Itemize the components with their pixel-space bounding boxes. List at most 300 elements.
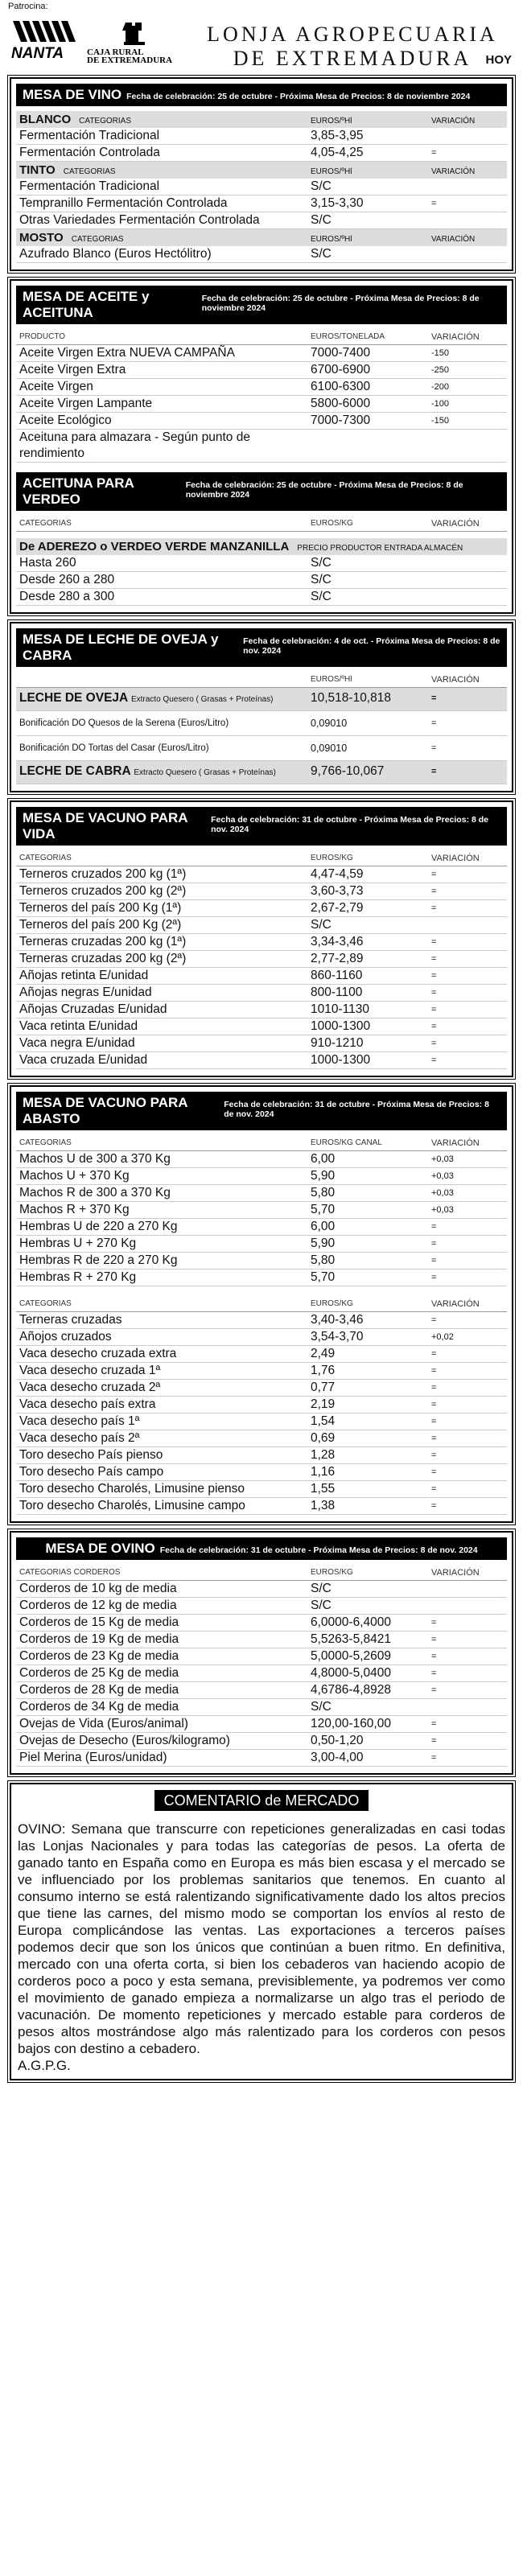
row-variation	[431, 212, 504, 228]
row-name: Fermentación Tradicional	[19, 129, 160, 142]
table-row	[16, 1312, 507, 1329]
row-variation: =	[431, 1366, 437, 1376]
row-variation: =	[431, 937, 437, 947]
table-row	[16, 1236, 507, 1253]
row-name: Aceite Virgen	[19, 380, 93, 393]
row-variation: =	[431, 148, 437, 158]
row-price: 0,77	[311, 1381, 336, 1394]
row-name: Corderos de 25 Kg de media	[19, 1666, 179, 1680]
section-subtitle: Fecha de celebración: 31 de octubre - Próxima Mesa de Precios: 8 de nov. 2024	[224, 1100, 489, 1119]
section-title-bar	[16, 807, 507, 846]
row-name: Corderos de 23 Kg de media	[19, 1649, 179, 1663]
row-name: Terneros cruzados 200 kg (1ª)	[19, 867, 187, 881]
row-price: 5,80	[311, 1253, 336, 1267]
sponsor-label: Patrocina:	[8, 2, 48, 11]
row-variation: -200	[431, 382, 450, 392]
comentario-body: OVINO: Semana que transcurre con repeticiones generalizadas en casi todas las Lonjas Nacionales y para todas las categorías de pesos. La oferta de ganado tanto en España como en Europa es más bien escasa y el mercado se ve influenciado por los problemas sanitarios que tenemos. En cuanto al consumo interno se está ralentizando significativamente dado los altos precios que tiene las carnes, del mismo modo se comportan los envíos al resto de Europa complicándose las ventas. Las exportaciones a terceros países podemos decir que son los únicos que continúan a buen ritmo. En definitiva, mercado con una oferta corta, si bien los cebaderos van haciendo acopio de corderos poco a poco y esta semana, previsiblemente, ya podremos ver como el movimiento de ganado empieza a normalizarse un algo tras el periodo de vacunación. De momento repeticiones y mercado estable para corderos de pesos altos mostrándose algo más ralentizado para los corderos con pesos bajos con destino a cebadero.	[18, 1821, 505, 2056]
row-price: 3,40-3,46	[311, 1313, 364, 1327]
row-variation: =	[431, 1652, 437, 1661]
col-name-header: CATEGORIAS	[19, 519, 72, 528]
unit-label: EUROS/ºHl	[311, 167, 352, 176]
section-title: MESA DE VACUNO PARA VIDA	[23, 810, 187, 842]
table-row	[16, 1052, 507, 1069]
table-row	[16, 1002, 507, 1018]
row-price: 2,67-2,79	[311, 901, 364, 915]
caja-rural-logo	[84, 19, 180, 64]
row-price: 1010-1130	[311, 1002, 369, 1016]
row-price: 0,69	[311, 1431, 336, 1445]
serena-row	[16, 711, 507, 736]
table-row	[16, 917, 507, 934]
row-name: Azufrado Blanco (Euros Hectólitro)	[19, 247, 212, 261]
section-subtitle: Fecha de celebración: 31 de octubre - Próxima Mesa de Precios: 8 de nov. 2024	[211, 815, 488, 834]
table-row	[16, 985, 507, 1002]
row-variation: =	[431, 1618, 437, 1627]
table-row	[16, 1481, 507, 1498]
row-variation	[431, 1699, 504, 1715]
row-var: =	[431, 693, 437, 703]
row-name: Aceite Virgen Lampante	[19, 397, 153, 410]
row-price: 5,80	[311, 1186, 336, 1200]
row-name: Fermentación Tradicional	[19, 179, 160, 193]
row-price: 4,05-4,25	[311, 146, 364, 159]
category-label: TINTO	[19, 163, 56, 177]
col-unit-header: EUROS/KG CANAL	[311, 1138, 382, 1147]
row-variation: =	[431, 1349, 437, 1359]
row-var: =	[431, 743, 437, 753]
row-price: 120,00-160,00	[311, 1717, 391, 1730]
row-variation: =	[431, 1434, 437, 1443]
row-name: Machos U de 300 a 370 Kg	[19, 1152, 171, 1166]
row-variation: +0,03	[431, 1171, 454, 1181]
row-price: 5,90	[311, 1237, 336, 1250]
row-price: 1000-1300	[311, 1053, 371, 1067]
row-name: Aceituna para almazara - Según punto de rendimiento	[19, 430, 250, 460]
table-row	[16, 1397, 507, 1414]
table-row	[16, 1665, 507, 1682]
row-name: Añojas Cruzadas E/unidad	[19, 1002, 167, 1016]
table-row	[16, 345, 507, 362]
table-row	[16, 246, 507, 263]
row-variation: =	[431, 1273, 437, 1282]
row-name: Machos R + 370 Kg	[19, 1203, 130, 1216]
row-variation: -150	[431, 348, 450, 358]
row-name: Vaca cruzada E/unidad	[19, 1053, 148, 1067]
row-name: Aceite Virgen Extra NUEVA CAMPAÑA	[19, 346, 235, 360]
table-row	[16, 379, 507, 396]
row-name: Terneras cruzadas	[19, 1313, 122, 1327]
category-label: De ADEREZO o VERDEO VERDE MANZANILLA	[19, 540, 290, 553]
row-variation	[431, 179, 504, 195]
row-name: Machos U + 370 Kg	[19, 1169, 130, 1183]
row-variation: =	[431, 1005, 437, 1014]
table-row	[16, 1219, 507, 1236]
price-list	[16, 1581, 507, 1767]
row-price: 4,8000-5,0400	[311, 1666, 391, 1680]
row-price: 3,34-3,46	[311, 935, 364, 949]
table-row	[16, 589, 507, 606]
section-title-bar	[16, 286, 507, 324]
row-name: Corderos de 34 Kg de media	[19, 1700, 179, 1714]
svg-text:NANTA: NANTA	[11, 45, 64, 62]
mesa-ovino-section	[10, 1531, 513, 1775]
row-name: Desde 280 a 300	[19, 590, 115, 603]
row-name: Toro desecho País campo	[19, 1465, 164, 1479]
price-list	[16, 1312, 507, 1515]
category-header-blanco	[16, 111, 507, 128]
row-price: 5,0000-5,2609	[311, 1649, 391, 1663]
row-name: Terneros del país 200 Kg (1ª)	[19, 901, 182, 915]
comentario-signature: A.G.P.G.	[18, 2058, 71, 2073]
row-name: Toro desecho Charolés, Limusine pienso	[19, 1482, 245, 1496]
row-price	[311, 430, 431, 462]
table-row	[16, 1648, 507, 1665]
row-name: Toro desecho Charolés, Limusine campo	[19, 1499, 245, 1512]
section-subtitle: Fecha de celebración: 25 de octubre - Próxima Mesa de Precios: 8 de noviembre 2024	[201, 294, 480, 313]
row-name: Terneras cruzadas 200 kg (2ª)	[19, 952, 187, 965]
row-price: S/C	[311, 247, 332, 261]
row-price: 1,55	[311, 1482, 336, 1496]
row-price: 3,60-3,73	[311, 884, 364, 898]
table-row	[16, 1346, 507, 1363]
row-name: Corderos de 28 Kg de media	[19, 1683, 179, 1697]
row-price: 7000-7400	[311, 346, 371, 360]
category-sub: PRECIO PRODUCTOR ENTRADA ALMACÉN	[297, 544, 463, 553]
price-list	[16, 866, 507, 1069]
row-price: 1,54	[311, 1414, 336, 1428]
row-price: 2,77-2,89	[311, 952, 364, 965]
price-list	[16, 179, 507, 229]
col-var-header: VARIACIÓN	[431, 854, 480, 863]
category-sub: CATEGORIAS	[63, 167, 116, 176]
row-price: S/C	[311, 213, 332, 227]
table-header	[16, 850, 507, 866]
table-row	[16, 1253, 507, 1269]
row-variation	[431, 917, 504, 933]
row-name: Ovejas de Vida (Euros/animal)	[19, 1717, 188, 1730]
row-name: Desde 260 a 280	[19, 573, 115, 586]
row-name: LECHE DE OVEJA	[19, 691, 128, 705]
table-row	[16, 1682, 507, 1699]
row-price: 6,00	[311, 1220, 336, 1233]
table-row	[16, 866, 507, 883]
section-title-bar	[16, 628, 507, 667]
row-name: Vaca desecho cruzada 2ª	[19, 1381, 161, 1394]
col-name-header: CATEGORIAS	[19, 1138, 72, 1147]
casar-row	[16, 736, 507, 761]
table-row	[16, 1699, 507, 1716]
table-row	[16, 212, 507, 229]
table-row	[16, 128, 507, 145]
category-header-mosto	[16, 229, 507, 246]
row-variation	[431, 572, 504, 588]
unit-label: EUROS/ºHl	[311, 235, 352, 244]
col-unit-header: EUROS/TONELADA	[311, 332, 385, 341]
table-row	[16, 1615, 507, 1632]
caja-rural-emblem-icon	[84, 19, 180, 64]
row-variation: =	[431, 1222, 437, 1232]
row-variation: =	[431, 1039, 437, 1048]
table-header	[16, 1565, 507, 1581]
row-variation: =	[431, 1736, 437, 1746]
section-title: MESA DE VINO	[23, 87, 122, 102]
col-var-header: VARIACIÓN	[431, 332, 480, 342]
row-price: 1000-1300	[311, 1019, 371, 1033]
row-variation: +0,03	[431, 1205, 454, 1215]
table-row	[16, 934, 507, 951]
col-var-header: VARIACIÓN	[431, 675, 480, 685]
nanta-logo	[8, 18, 80, 63]
row-name: Aceite Virgen Extra	[19, 363, 126, 377]
row-price: 10,518-10,818	[311, 691, 391, 705]
row-price: 860-1160	[311, 969, 363, 982]
row-price: 3,15-3,30	[311, 196, 364, 210]
table-row	[16, 555, 507, 572]
row-name: Toro desecho País pienso	[19, 1448, 163, 1462]
row-sub: Extracto Quesero ( Grasas + Proteínas)	[130, 695, 274, 704]
row-variation: =	[431, 1383, 437, 1393]
row-name: Vaca desecho país 2ª	[19, 1431, 140, 1445]
table-row	[16, 968, 507, 985]
table-row	[16, 396, 507, 413]
lonja-title: LONJA AGROPECUARIA DE EXTREMADURA	[207, 23, 498, 70]
table-row	[16, 900, 507, 917]
row-name: Bonificación DO Quesos de la Serena (Euros/Litro)	[19, 718, 229, 728]
row-variation	[431, 128, 504, 144]
row-name: Vaca desecho cruzada 1ª	[19, 1364, 161, 1377]
row-variation: =	[431, 903, 437, 913]
price-list	[16, 246, 507, 263]
row-price: 4,47-4,59	[311, 867, 364, 881]
table-row	[16, 179, 507, 195]
section-title: MESA DE ACEITE y ACEITUNA	[23, 289, 150, 320]
unit-label: EUROS/ºHl	[311, 117, 352, 126]
row-price: 2,49	[311, 1347, 336, 1360]
table-row	[16, 1464, 507, 1481]
table-row	[16, 1168, 507, 1185]
col-unit-header: EUROS/ºHl	[311, 675, 352, 684]
table-row	[16, 1447, 507, 1464]
row-variation	[431, 1598, 504, 1614]
table-row	[16, 1329, 507, 1346]
row-name: Piel Merina (Euros/unidad)	[19, 1751, 167, 1764]
row-var: =	[431, 767, 437, 776]
variation-label: VARIACIÓN	[431, 117, 476, 126]
section-title: MESA DE LECHE DE OVEJA y CABRA	[23, 632, 219, 663]
row-price: 7000-7300	[311, 414, 371, 427]
comentario-section	[10, 1783, 513, 2080]
row-price: 6,00	[311, 1152, 336, 1166]
row-price: S/C	[311, 1582, 332, 1595]
svg-text:CAJA RURAL: CAJA RURAL	[87, 47, 144, 57]
row-name: Terneros cruzados 200 kg (2ª)	[19, 884, 187, 898]
row-price: 800-1100	[311, 986, 363, 999]
mesa-aceite-section	[10, 279, 513, 614]
col-var-header: VARIACIÓN	[431, 1568, 480, 1578]
table-row	[16, 1018, 507, 1035]
row-variation	[431, 430, 504, 462]
table-row	[16, 430, 507, 463]
row-name: Fermentación Controlada	[19, 146, 160, 159]
row-variation: =	[431, 1256, 437, 1265]
row-variation: =	[431, 1719, 437, 1729]
table-header	[16, 1296, 507, 1312]
table-row	[16, 1598, 507, 1615]
table-row	[16, 883, 507, 900]
row-variation	[431, 589, 504, 605]
row-variation: =	[431, 954, 437, 964]
comentario-text	[16, 1813, 507, 2074]
section-title-bar	[16, 1092, 507, 1130]
col-unit-header: EUROS/KG	[311, 1299, 353, 1308]
col-name-header: PRODUCTO	[19, 332, 66, 341]
section-subtitle: Fecha de celebración: 25 de octubre - Próxima Mesa de Precios: 8 de noviembre 2024	[185, 480, 463, 500]
table-row	[16, 1035, 507, 1052]
row-variation: =	[431, 1669, 437, 1678]
comentario-title-bar	[16, 1789, 507, 1813]
row-variation: =	[431, 1056, 437, 1065]
row-name: Corderos de 10 kg de media	[19, 1582, 177, 1595]
category-header-tinto	[16, 162, 507, 179]
row-name: Hembras R de 220 a 270 Kg	[19, 1253, 178, 1267]
col-var-header: VARIACIÓN	[431, 1138, 480, 1148]
row-variation	[431, 555, 504, 571]
verdeo-category	[16, 538, 507, 555]
row-name: Añojos cruzados	[19, 1330, 112, 1344]
row-name: Vaca retinta E/unidad	[19, 1019, 138, 1033]
row-variation: +0,02	[431, 1332, 454, 1342]
category-label: MOSTO	[19, 231, 64, 245]
row-price: 5,90	[311, 1169, 336, 1183]
mesa-vacuno-abasto-section	[10, 1085, 513, 1523]
table-row	[16, 1380, 507, 1397]
table-row	[16, 951, 507, 968]
table-row	[16, 362, 507, 379]
row-price: 6,0000-6,4000	[311, 1615, 391, 1629]
row-name: Corderos de 12 kg de media	[19, 1599, 177, 1612]
section-subtitle: Fecha de celebración: 31 de octubre - Próxima Mesa de Precios: 8 de nov. 2024	[159, 1545, 478, 1555]
row-name: Vaca desecho cruzada extra	[19, 1347, 177, 1360]
row-variation: =	[431, 870, 437, 879]
hoy-logo: HOY	[485, 53, 512, 67]
table-header	[16, 329, 507, 345]
mesa-vacuno-vida-section	[10, 800, 513, 1077]
table-row	[16, 1202, 507, 1219]
section-subtitle: Fecha de celebración: 25 de octubre - Próxima Mesa de Precios: 8 de noviembre 2024	[126, 92, 471, 101]
row-variation: =	[431, 988, 437, 998]
comentario-title: COMENTARIO de MERCADO	[154, 1790, 369, 1811]
price-list	[16, 555, 507, 606]
row-price: 5,5263-5,8421	[311, 1632, 391, 1646]
col-var-header: VARIACIÓN	[431, 1299, 480, 1309]
row-name: Aceite Ecológico	[19, 414, 112, 427]
table-header	[16, 516, 507, 532]
col-unit-header: EUROS/KG	[311, 1568, 353, 1577]
section-subtitle: Fecha de celebración: 4 de oct. - Próxima Mesa de Precios: 8 de nov. 2024	[243, 636, 500, 656]
table-row	[16, 413, 507, 430]
row-variation: =	[431, 1451, 437, 1460]
row-name: LECHE DE CABRA	[19, 764, 131, 778]
row-variation: =	[431, 1501, 437, 1511]
row-name: Terneras cruzadas 200 kg (1ª)	[19, 935, 187, 949]
row-variation: =	[431, 1400, 437, 1409]
row-price: S/C	[311, 1700, 332, 1714]
variation-label: VARIACIÓN	[431, 167, 476, 176]
table-row	[16, 1151, 507, 1168]
variation-label: VARIACIÓN	[431, 235, 476, 244]
table-row	[16, 1750, 507, 1767]
row-price: 910-1210	[311, 1036, 364, 1050]
table-row	[16, 195, 507, 212]
row-price: S/C	[311, 590, 332, 603]
row-name: Ovejas de Desecho (Euros/kilogramo)	[19, 1734, 230, 1747]
row-variation: =	[431, 1685, 437, 1695]
section-title: ACEITUNA PARA VERDEO	[23, 475, 134, 507]
row-variation: +0,03	[431, 1154, 454, 1164]
row-variation	[431, 246, 504, 262]
row-price: S/C	[311, 179, 332, 193]
row-price: 6700-6900	[311, 363, 371, 377]
row-name: Corderos de 19 Kg de media	[19, 1632, 179, 1646]
row-price: 1,28	[311, 1448, 336, 1462]
table-row	[16, 1498, 507, 1515]
header	[6, 13, 517, 69]
table-header	[16, 672, 507, 688]
row-variation: =	[431, 971, 437, 981]
table-row	[16, 1414, 507, 1430]
row-variation: =	[431, 1635, 437, 1644]
row-name: Vaca negra E/unidad	[19, 1036, 135, 1050]
table-header	[16, 1135, 507, 1151]
row-variation: =	[431, 1467, 437, 1477]
svg-text:DE EXTREMADURA: DE EXTREMADURA	[87, 56, 173, 64]
row-name: Corderos de 15 Kg de media	[19, 1615, 179, 1629]
row-name: Machos R de 300 a 370 Kg	[19, 1186, 171, 1200]
table-row	[16, 145, 507, 162]
category-sub: CATEGORIAS	[79, 117, 131, 126]
leche-oveja-row	[16, 688, 507, 711]
row-variation: =	[431, 199, 437, 208]
col-name-header: CATEGORIAS	[19, 854, 72, 862]
row-price: 9,766-10,067	[311, 764, 385, 778]
row-name: Vaca desecho país extra	[19, 1397, 156, 1411]
price-list	[16, 1151, 507, 1286]
table-row	[16, 572, 507, 589]
price-list	[16, 345, 507, 463]
row-price: 2,19	[311, 1397, 336, 1411]
table-row	[16, 1733, 507, 1750]
verdeo-title-bar	[16, 472, 507, 511]
row-price: 1,16	[311, 1465, 336, 1479]
section-title-bar	[16, 1537, 507, 1560]
row-price: 3,85-3,95	[311, 129, 364, 142]
row-variation: =	[431, 1239, 437, 1249]
table-row	[16, 1632, 507, 1648]
row-var: =	[431, 718, 437, 728]
section-title: MESA DE VACUNO PARA ABASTO	[23, 1095, 187, 1126]
row-variation	[431, 1581, 504, 1597]
row-variation: +0,03	[431, 1188, 454, 1198]
row-price: S/C	[311, 556, 332, 570]
row-name: Añojas retinta E/unidad	[19, 969, 149, 982]
col-name-header: CATEGORIAS CORDEROS	[19, 1568, 121, 1577]
category-label: BLANCO	[19, 113, 72, 126]
row-name: Terneros del país 200 Kg (2ª)	[19, 918, 182, 932]
row-price: S/C	[311, 1599, 332, 1612]
row-price: 1,76	[311, 1364, 336, 1377]
row-price: 1,38	[311, 1499, 336, 1512]
table-row	[16, 1581, 507, 1598]
